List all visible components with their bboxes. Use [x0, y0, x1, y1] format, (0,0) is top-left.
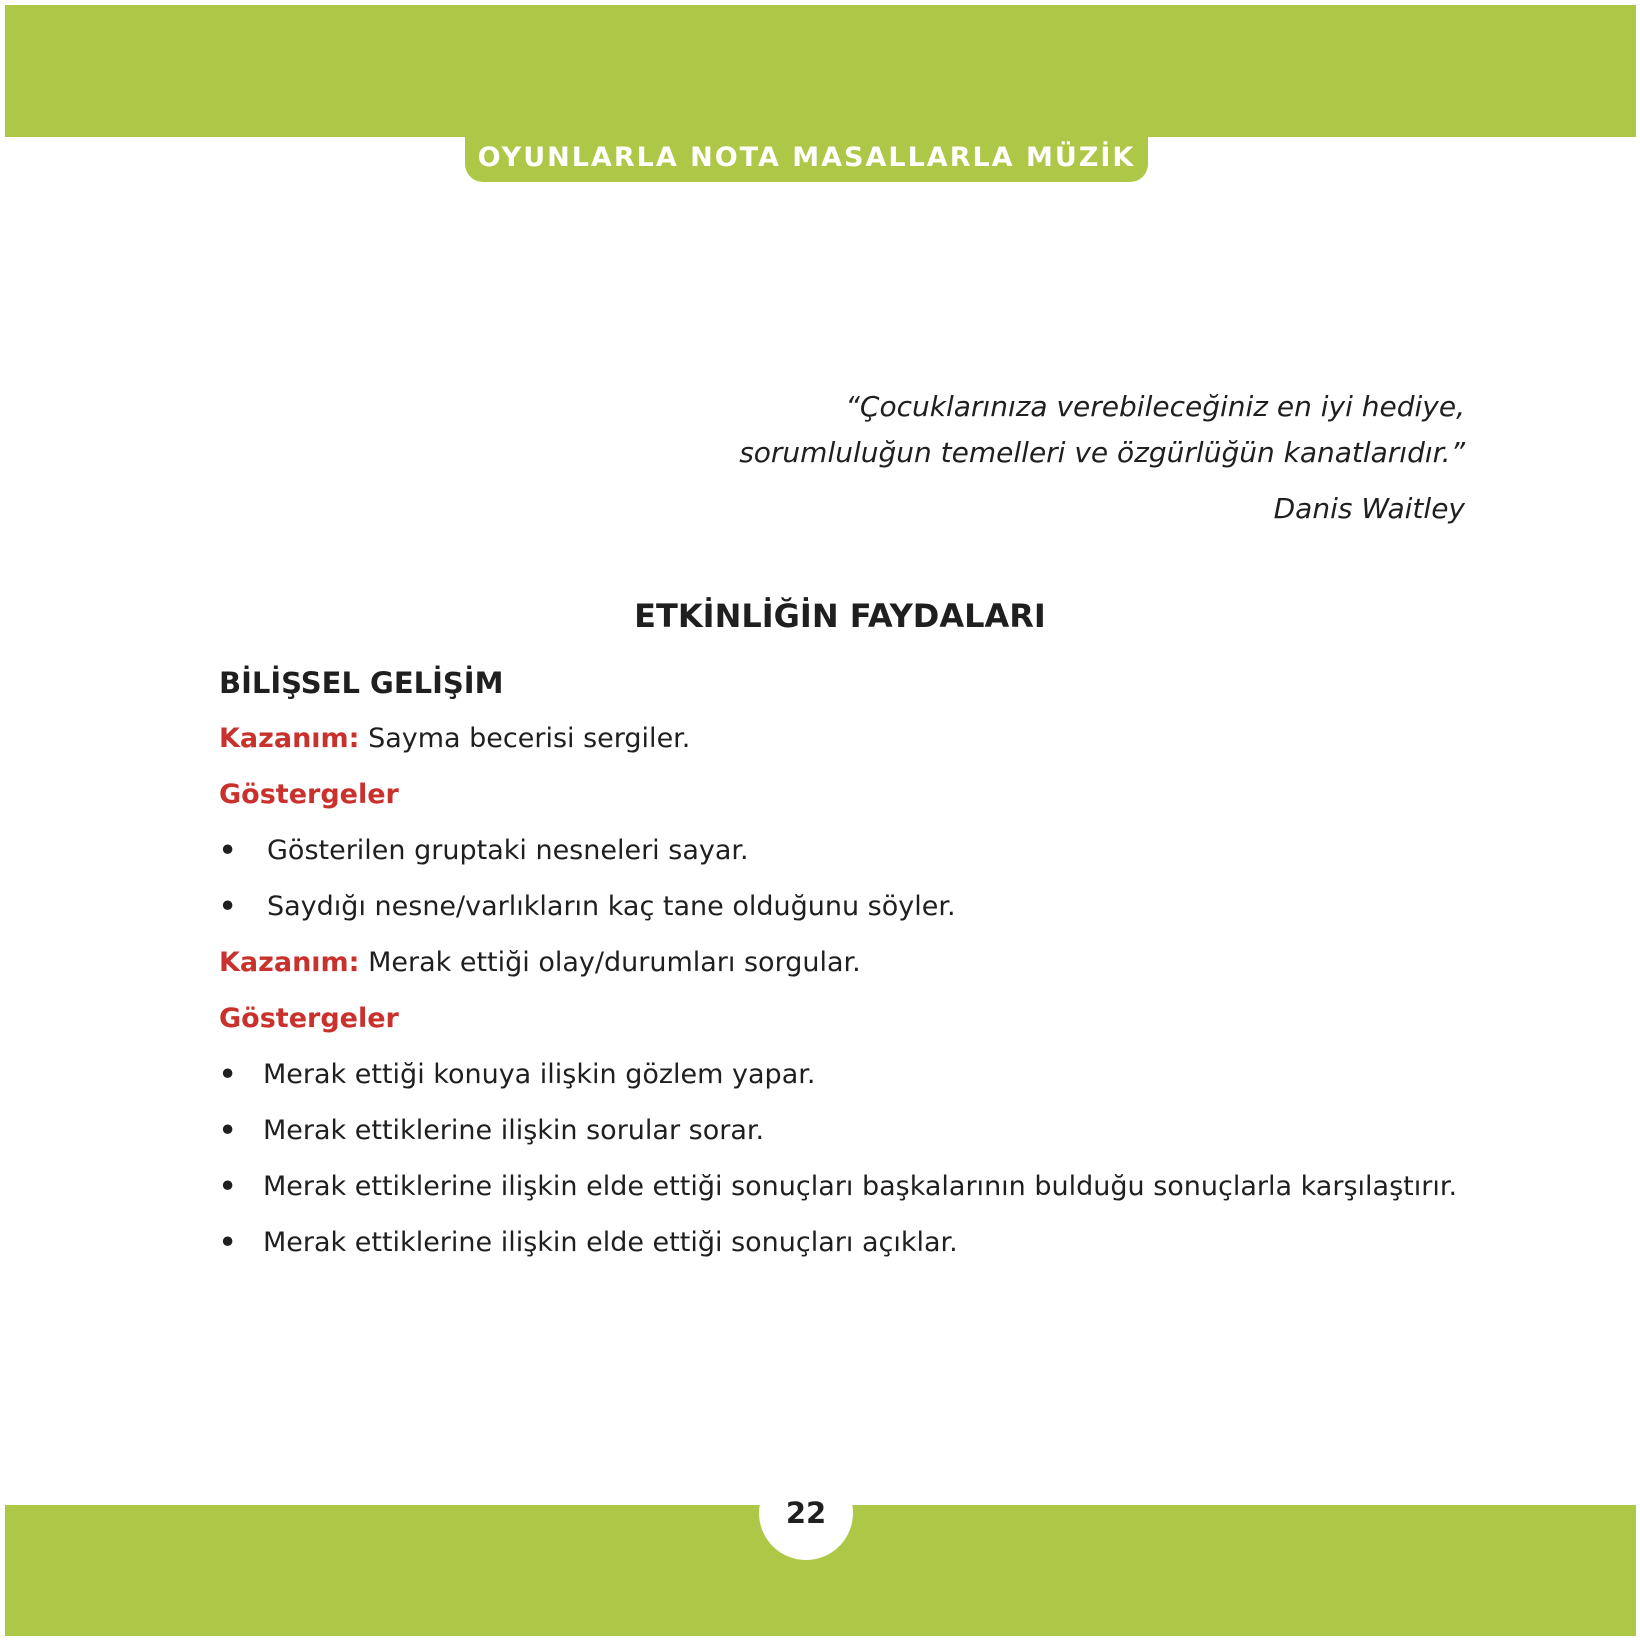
- bullet-icon: •: [219, 1227, 237, 1258]
- list-item-text: Merak ettiklerine ilişkin elde ettiği sonuçları başkalarının bulduğu sonuçlarla karşılaştırır.: [263, 1171, 1458, 1202]
- kazanim-label: Kazanım:: [219, 723, 360, 754]
- kazanim-text: Sayma becerisi sergiler.: [359, 723, 691, 754]
- quote-line-1: “Çocuklarınıza verebileceğiniz en iyi hediye,: [845, 390, 1465, 423]
- gostergeler-label: Göstergeler: [219, 1003, 399, 1034]
- benefits-content: [219, 655, 1519, 1271]
- list-item-text: Merak ettiklerine ilişkin elde ettiği sonuçları açıklar.: [263, 1227, 958, 1258]
- header-band: [5, 5, 1636, 137]
- kazanim-label: Kazanım:: [219, 947, 360, 978]
- subheading-cognitive-development: BİLİŞSEL GELİŞİM: [219, 666, 504, 700]
- section-title: ETKİNLİĞİN FAYDALARI: [634, 597, 1046, 635]
- page-number: 22: [759, 1466, 853, 1560]
- list-item-text: Merak ettiklerine ilişkin sorular sorar.: [263, 1115, 765, 1146]
- gostergeler-label: Göstergeler: [219, 779, 399, 810]
- list-item-text: Gösterilen gruptaki nesneleri sayar.: [267, 835, 749, 866]
- kazanim-row: [219, 711, 1519, 767]
- list-item: [219, 1215, 1519, 1271]
- kazanim-text: Merak ettiği olay/durumları sorgular.: [359, 947, 861, 978]
- bullet-icon: •: [219, 891, 237, 922]
- list-item-text: Saydığı nesne/varlıkların kaç tane olduğunu söyler.: [267, 891, 956, 922]
- epigraph-quote: [665, 384, 1465, 532]
- list-item: [219, 1047, 1519, 1103]
- kazanim-row: [219, 935, 1519, 991]
- bullet-icon: •: [219, 1171, 237, 1202]
- list-item-text: Merak ettiği konuya ilişkin gözlem yapar.: [263, 1059, 816, 1090]
- book-title: OYUNLARLA NOTA MASALLARLA MÜZİK: [465, 134, 1148, 182]
- quote-line-2: sorumluluğun temelleri ve özgürlüğün kanatlarıdır.”: [739, 436, 1465, 469]
- list-item: [219, 823, 1519, 879]
- quote-author: Danis Waitley: [1273, 492, 1465, 525]
- bullet-icon: •: [219, 835, 237, 866]
- list-item: [219, 1103, 1519, 1159]
- bullet-icon: •: [219, 1115, 237, 1146]
- list-item: [219, 879, 1519, 935]
- bullet-icon: •: [219, 1059, 237, 1090]
- list-item: [219, 1159, 1519, 1215]
